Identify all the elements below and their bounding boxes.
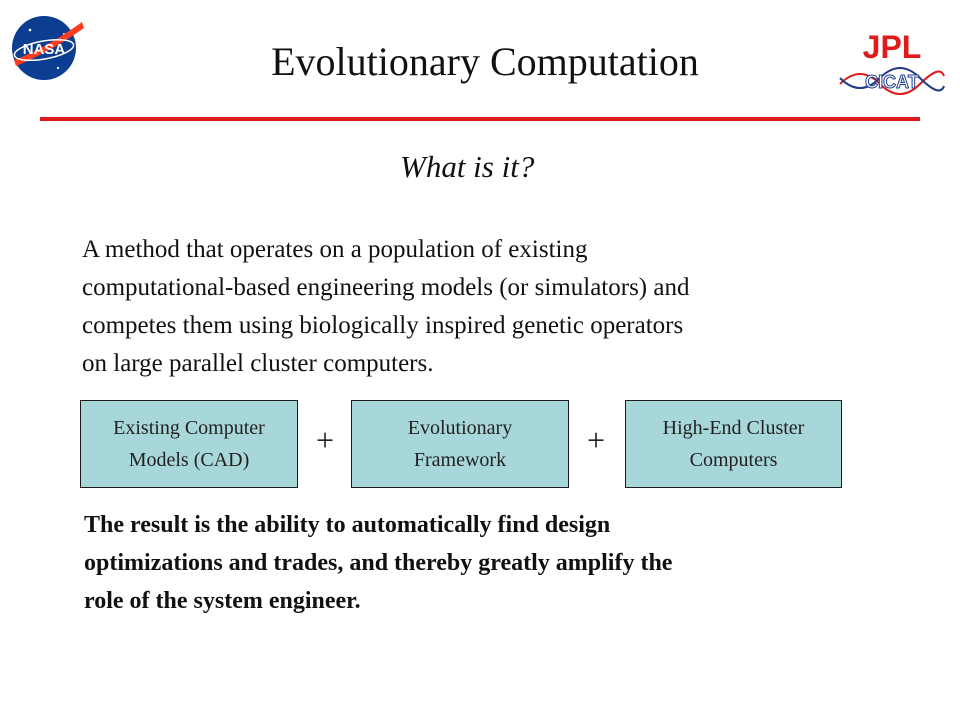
jpl-logo-subtext: CICAT: [865, 72, 919, 92]
existing-models-box: [80, 400, 298, 488]
box-label-line: Computers: [689, 449, 778, 471]
box-label-line: Existing Computer: [113, 417, 265, 439]
intro-line: computational-based engineering models (or simulators) and: [82, 274, 690, 301]
evolutionary-framework-box: [351, 400, 569, 488]
intro-line: on large parallel cluster computers.: [82, 350, 434, 377]
slide-subtitle: What is it?: [400, 149, 535, 184]
title-divider: [40, 117, 920, 121]
box-label-line: High-End Cluster: [662, 417, 805, 439]
slide-title: Evolutionary Computation: [271, 39, 699, 84]
plus-sign: +: [316, 422, 335, 458]
box-label-line: Evolutionary: [407, 417, 513, 439]
box-label-line: Models (CAD): [128, 449, 250, 471]
result-paragraph: [84, 506, 884, 620]
result-line: The result is the ability to automatically find design: [84, 512, 611, 538]
cluster-computers-box: [625, 400, 842, 488]
box-label-line: Framework: [413, 449, 507, 471]
result-line: role of the system engineer.: [84, 588, 361, 614]
intro-paragraph: [82, 231, 882, 383]
plus-sign: +: [587, 422, 606, 458]
intro-line: A method that operates on a population of existing: [82, 236, 588, 263]
nasa-logo-text: NASA: [22, 41, 66, 58]
result-line: optimizations and trades, and thereby greatly amplify the: [84, 550, 673, 576]
intro-line: competes them using biologically inspired genetic operators: [82, 312, 684, 339]
jpl-logo-text: JPL: [862, 29, 922, 65]
